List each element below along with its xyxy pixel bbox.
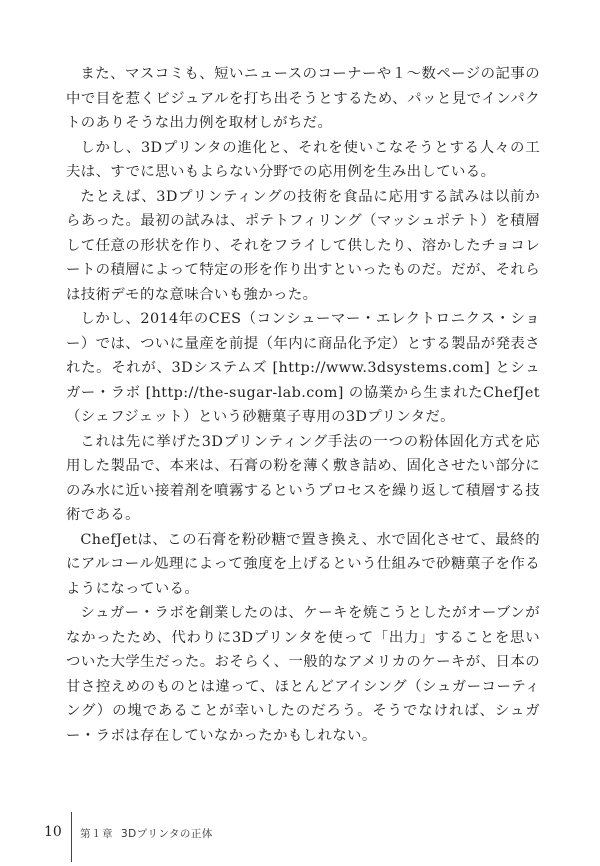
- paragraph-5: これは先に挙げた3Dプリンティング手法の一つの粉体固化方式を応用した製品で、本来は、石膏の粉を薄く敷き詰め、固化させたい部分にのみ水に近い接着剤を噴霧するというプロセスを繰り返して積層する技術である。: [66, 433, 540, 523]
- main-text: [66, 62, 540, 748]
- page-footer: [0, 812, 600, 866]
- footer-divider: [71, 812, 72, 862]
- chapter-title: 3Dプリンタの正体: [121, 828, 213, 840]
- paragraph-4: しかし、2014年のCES（コンシューマー・エレクトロニクス・ショー）では、ついに量産を前提（年内に商品化予定）とする製品が発表された。それが、3Dシステムズ [http://www.3dsystems.com] とシュガー・ラボ [http://the-sugar-lab.com] の協業から生まれたChefJet（シェフジェット）という砂糖菓子専用の3Dプリンタだ。: [66, 311, 540, 425]
- paragraph-2: しかし、3Dプリンタの進化と、それを使いこなそうとする人々の工夫は、すでに思いもよらない分野での応用例を生み出している。: [66, 139, 540, 180]
- paragraph-3: たとえば、3Dプリンティングの技術を食品に応用する試みは以前からあった。最初の試みは、ポテトフィリング（マッシュポテト）を積層して任意の形状を作り、それをフライして供したり、溶かしたチョコレートの積層によって特定の形を作り出すといったものだ。だが、それらは技術デモ的な意味合いも強かった。: [66, 188, 540, 303]
- running-head: [80, 826, 213, 841]
- page-number: 10: [44, 824, 62, 840]
- paragraph-1: また、マスコミも、短いニュースのコーナーや１～数ページの記事の中で目を惹くビジュアルを打ち出そうとするため、パッと見でインパクトのありそうな出力例を取材しがちだ。: [66, 66, 540, 131]
- chapter-number: 第１章: [80, 828, 113, 840]
- paragraph-7: シュガー・ラボを創業したのは、ケーキを焼こうとしたがオーブンがなかったため、代わりに3Dプリンタを使って「出力」することを思いついた大学生だった。おそらく、一般的なアメリカのケーキが、日本の甘さ控えめのものとは違って、ほとんどアイシング（シュガーコーティング）の塊であることが幸いしたのだろう。そうでなければ、シュガー・ラボは存在していなかったかもしれない。: [66, 605, 540, 744]
- paragraph-6: ChefJetは、この石膏を粉砂糖で置き換え、水で固化させて、最終的にアルコール処理によって強度を上げるという仕組みで砂糖菓子を作るようになっている。: [66, 531, 540, 597]
